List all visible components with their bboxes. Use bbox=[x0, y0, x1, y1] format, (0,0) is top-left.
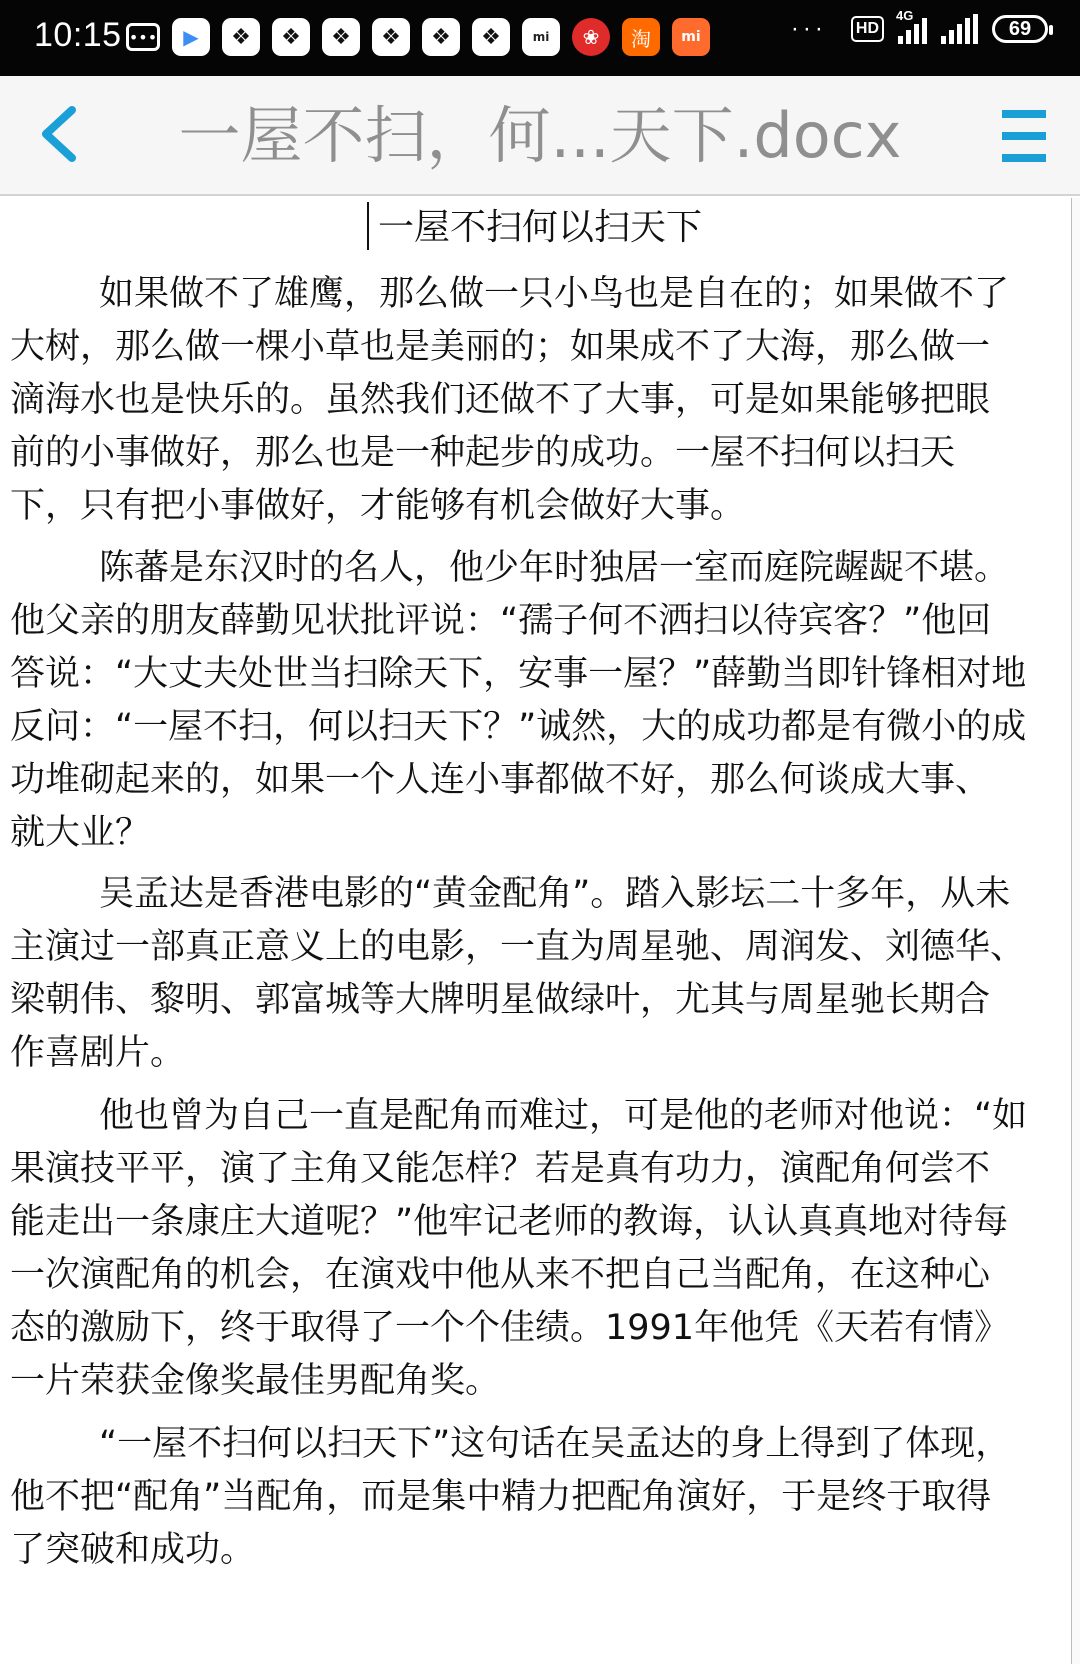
document-title: 一屋不扫，何...天下.docx bbox=[178, 100, 902, 172]
app-toolbar bbox=[0, 76, 1080, 196]
paragraph: 如果做不了雄鹰，那么做一只小鸟也是自在的；如果做不了 大树，那么做一棵小草也是美丽的；如果成不了大海，那么做一 滴海水也是快乐的。虽然我们还做不了大事，可是如果能够把眼 前的小事做好，那么也是一种起步的成功。一屋不扫何以扫天 下，只有把小事做好，才能够有机会做好大事。 bbox=[10, 274, 1010, 526]
pin-app-icon: ❖ bbox=[372, 18, 410, 56]
back-button[interactable] bbox=[18, 94, 98, 174]
battery-icon bbox=[992, 15, 1048, 43]
battery-level: 69 bbox=[1008, 17, 1032, 40]
menu-icon-bar bbox=[1002, 132, 1046, 140]
pin-app-icon: ❖ bbox=[272, 18, 310, 56]
chat-icon: ••• bbox=[126, 23, 160, 51]
menu-icon-bar bbox=[1002, 110, 1046, 118]
pin-app-icon: ❖ bbox=[222, 18, 260, 56]
pin-app-icon: ❖ bbox=[422, 18, 460, 56]
video-play-icon: ▶ bbox=[172, 18, 210, 56]
signal-icon bbox=[941, 14, 978, 44]
scrollbar[interactable] bbox=[1071, 198, 1080, 1664]
paragraph: 吴孟达是香港电影的“黄金配角”。踏入影坛二十多年，从未 主演过一部真正意义上的电影，一直为周星驰、周润发、刘德华、 梁朝伟、黎明、郭富城等大牌明星做绿叶，尤其与周星驰长期合 作喜剧片。 bbox=[10, 874, 1026, 1073]
status-bar bbox=[0, 0, 1080, 76]
signal-4g-icon bbox=[896, 8, 927, 44]
notification-icons bbox=[126, 18, 710, 56]
mi-store-icon: mi bbox=[672, 18, 710, 56]
status-time: 10:15 bbox=[34, 16, 122, 54]
paragraph: 陈蕃是东汉时的名人，他少年时独居一室而庭院龌龊不堪。 他父亲的朋友薛勤见状批评说：“孺子何不洒扫以待宾客？”他回 答说：“大丈夫处世当扫除天下，安事一屋？”薛勤当即针锋相对地 反问：“一屋不扫，何以扫天下？”诚然，大的成功都是有微小的成 功堆砌起来的，如果一个人连小事都做不好，那么何谈成大事、 就大业？ bbox=[10, 548, 1027, 853]
menu-icon-bar bbox=[1002, 154, 1046, 162]
paragraph: “一屋不扫何以扫天下”这句话在吴孟达的身上得到了体现， 他不把“配角”当配角，而是集中精力把配角演好，于是终于取得 了突破和成功。 bbox=[10, 1424, 1011, 1570]
pinduoduo-icon: ❀ bbox=[572, 18, 610, 56]
hd-voice-badge: HD bbox=[851, 16, 884, 42]
paragraph: 他也曾为自己一直是配角而难过，可是他的老师对他说：“如 果演技平平，演了主角又能怎样？若是真有功力，演配角何尝不 能走出一条康庄大道呢？”他牢记老师的教诲，认认真真地对待每 一次演配角的机会，在演戏中他从来不把自己当配角，在这种心 态的激励下，终于取得了一个个佳绩。1991年他凭《天若有情》 一片荣获金像奖最佳男配角奖。 bbox=[10, 1096, 1028, 1401]
mi-app-icon: mi bbox=[522, 18, 560, 56]
document-heading: 一屋不扫何以扫天下 bbox=[377, 207, 702, 248]
pin-app-icon: ❖ bbox=[322, 18, 360, 56]
menu-button[interactable] bbox=[988, 100, 1060, 172]
document-content[interactable] bbox=[0, 198, 1080, 1664]
chevron-left-icon bbox=[36, 104, 80, 164]
pin-app-icon: ❖ bbox=[472, 18, 510, 56]
network-type-label: 4G bbox=[896, 8, 914, 23]
taobao-icon: 淘 bbox=[622, 18, 660, 56]
status-right bbox=[790, 8, 1048, 44]
more-notifications-icon: ··· bbox=[790, 15, 827, 42]
